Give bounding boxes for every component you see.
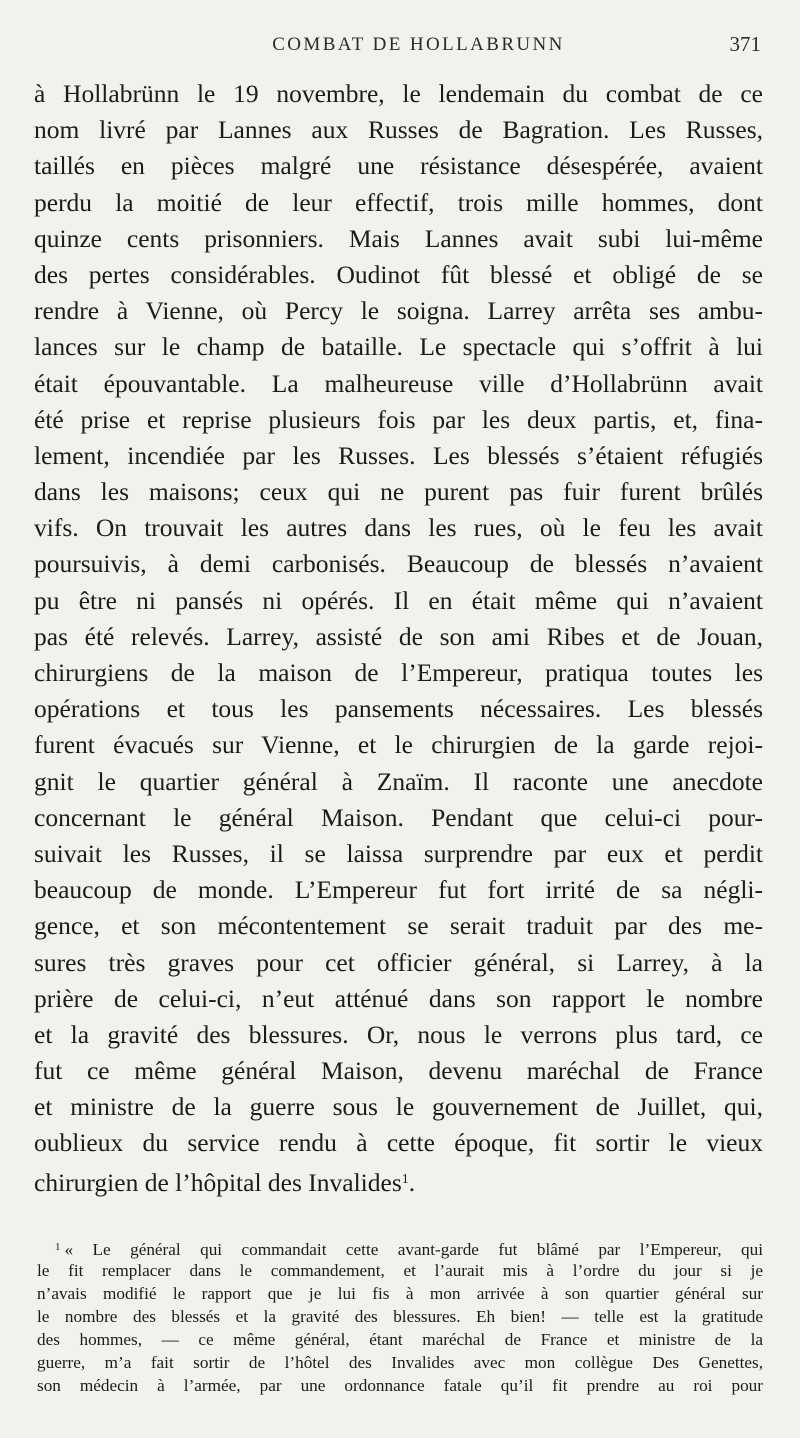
text-line: nom livré par Lannes aux Russes de Bagration. Les Russes, [34, 115, 763, 145]
text-line: était épouvantable. La malheureuse ville d’Hollabrünn avait [34, 368, 763, 398]
last-line-end: . [408, 1167, 416, 1197]
text-line: à Hollabrünn le 19 novembre, le lendemain du combat de ce [34, 79, 763, 108]
text-line: fut ce même général Maison, devenu maréchal de France [34, 1056, 763, 1086]
text-line-last [34, 1162, 763, 1198]
text-line: pas été relevés. Larrey, assisté de son ami Ribes et de Jouan, [34, 621, 763, 651]
footnote-line: le fit remplacer dans le commandement, et l’aurait mis à l’ordre du jour si je [37, 1261, 763, 1280]
footnote-reference: 1 [401, 1171, 409, 1187]
footnote-line: guerre, m’a fait sortir de l’hôtel des Invalides avec mon collègue Des Genettes, [37, 1353, 763, 1372]
text-line: pu être ni pansés ni opérés. Il en était même qui n’avaient [34, 585, 763, 615]
text-line: oublieux du service rendu à cette époque, fit sortir le vieux [34, 1128, 763, 1158]
text-line: opérations et tous les pansements nécessaires. Les blessés [34, 694, 763, 724]
page-header [34, 28, 763, 68]
footnote-line: le nombre des blessés et la gravité des blessures. Eh bien! — telle est la gratitude [37, 1307, 763, 1326]
footnote-number: 1 [55, 1241, 61, 1253]
text-line: dans les maisons; ceux qui ne purent pas fuir furent brûlés [34, 477, 763, 507]
running-title: COMBAT DE HOLLABRUNN [272, 34, 565, 55]
text-line: lement, incendiée par les Russes. Les blessés s’étaient réfugiés [34, 440, 763, 470]
page-number: 371 [729, 32, 761, 56]
text-line: beaucoup de monde. L’Empereur fut fort irrité de sa négli- [34, 875, 763, 905]
text-line: des pertes considérables. Oudinot fût blessé et obligé de se [34, 259, 763, 289]
text-line: gence, et son mécontentement se serait traduit par des me- [34, 911, 763, 941]
text-line: vifs. On trouvait les autres dans les rues, où le feu les avait [34, 513, 763, 543]
text-line: et la gravité des blessures. Or, nous le verrons plus tard, ce [34, 1019, 763, 1049]
last-line-text: chirurgien de l’hôpital des Invalides [34, 1167, 402, 1197]
text-line: gnit le quartier général à Znaïm. Il raconte une anecdote [34, 766, 763, 796]
text-line: chirurgiens de la maison de l’Empereur, pratiqua toutes les [34, 658, 763, 687]
text-line: rendre à Vienne, où Percy le soigna. Larrey arrêta ses ambu- [34, 296, 763, 326]
text-line: furent évacués sur Vienne, et le chirurgien de la garde rejoi- [34, 730, 763, 760]
text-line: perdu la moitié de leur effectif, trois mille hommes, dont [34, 187, 763, 217]
body-text [34, 76, 763, 1198]
text-line: concernant le général Maison. Pendant que celui-ci pour- [34, 802, 763, 832]
text-line: poursuivis, à demi carbonisés. Beaucoup de blessés n’avaient [34, 549, 763, 579]
text-line: taillés en pièces malgré une résistance désespérée, avaient [34, 151, 763, 181]
text-line: suivait les Russes, il se laissa surprendre par eux et perdit [34, 838, 763, 868]
text-line: prière de celui-ci, n’eut atténué dans son rapport le nombre [34, 983, 763, 1013]
footnote [37, 1236, 763, 1397]
footnote-line: n’avais modifié le rapport que je lui fis à mon arrivée à son quartier général sur [37, 1284, 763, 1303]
footnote-line-text: « Le général qui commandait cette avant-garde fut blâmé par l’Empereur, qui [64, 1240, 763, 1259]
text-line: lances sur le champ de bataille. Le spectacle qui s’offrit à lui [34, 332, 763, 362]
text-line: été prise et reprise plusieurs fois par les deux partis, et, fina- [34, 404, 763, 434]
footnote-line: son médecin à l’armée, par une ordonnance fatale qu’il fit prendre au roi pour [37, 1376, 763, 1395]
footnote-line [37, 1236, 763, 1259]
footnote-line: des hommes, — ce même général, étant maréchal de France et ministre de la [37, 1330, 763, 1349]
text-line: et ministre de la guerre sous le gouvernement de Juillet, qui, [34, 1092, 763, 1122]
text-line: sures très graves pour cet officier général, si Larrey, à la [34, 947, 763, 977]
text-line: quinze cents prisonniers. Mais Lannes avait subi lui-même [34, 223, 763, 253]
